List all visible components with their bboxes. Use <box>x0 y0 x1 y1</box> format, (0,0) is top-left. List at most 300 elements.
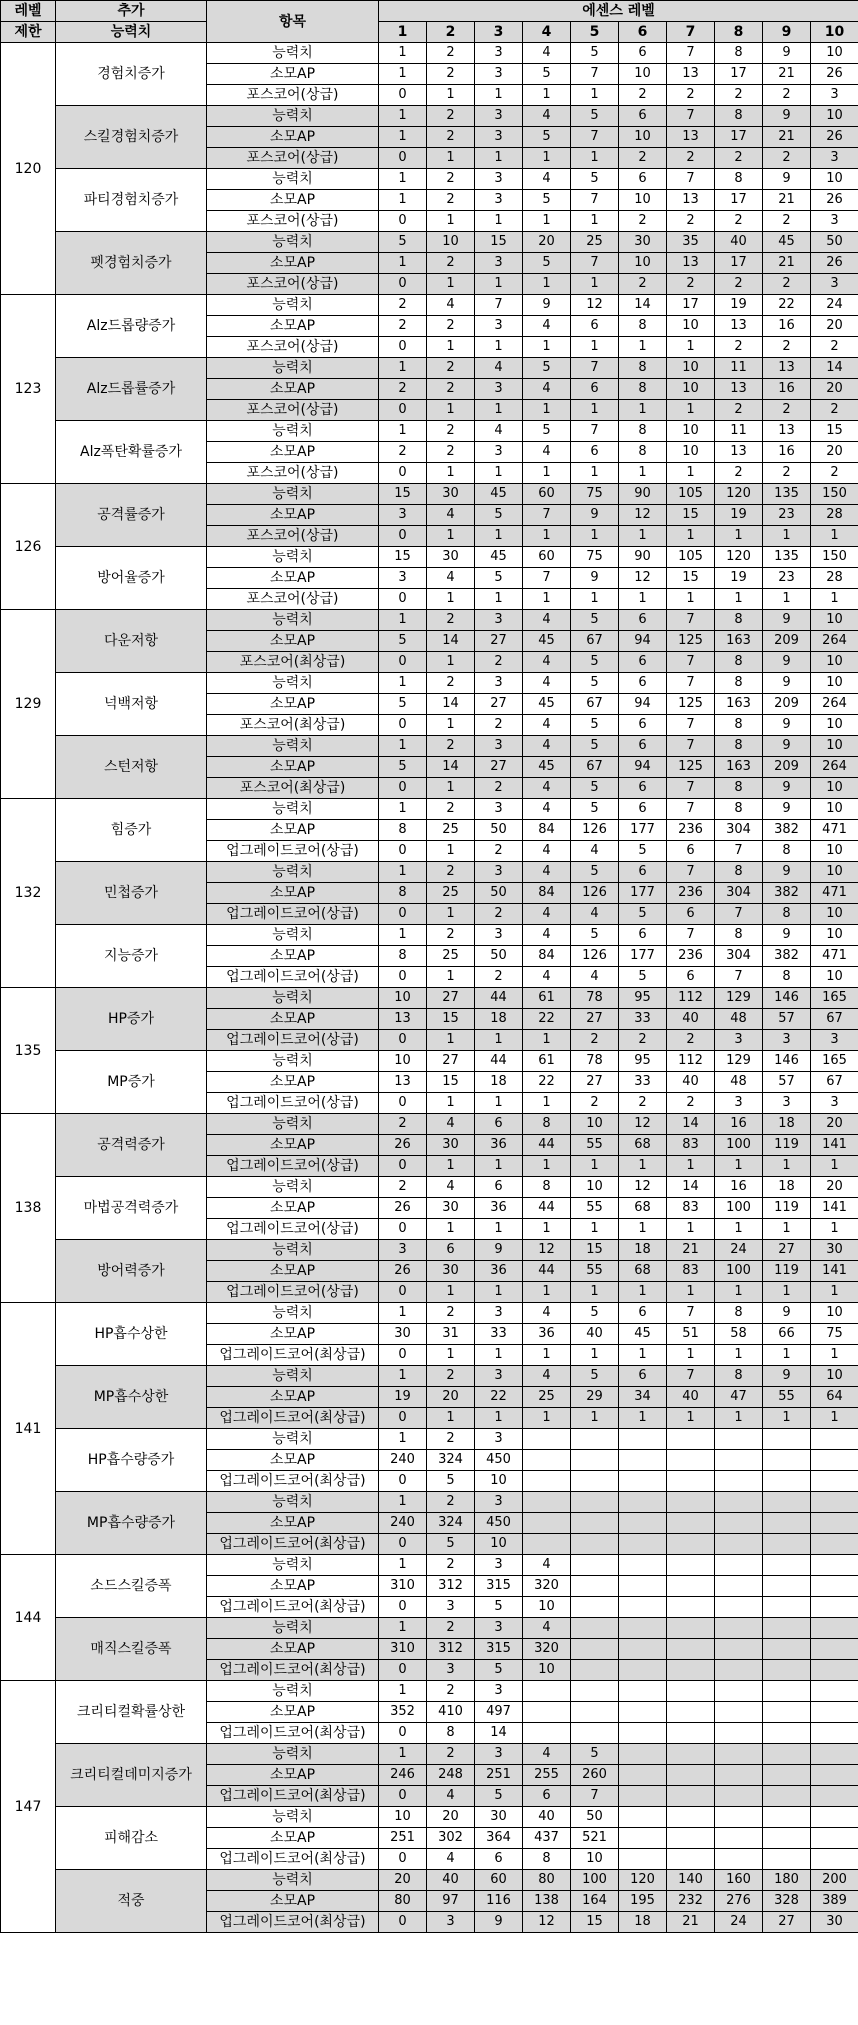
value-cell: 141 <box>811 1135 858 1156</box>
value-cell: 2 <box>715 337 763 358</box>
value-cell <box>667 1828 715 1849</box>
value-cell: 36 <box>475 1261 523 1282</box>
ability-name-cell: 매직스킬증폭 <box>56 1618 207 1681</box>
value-cell: 1 <box>667 526 715 547</box>
item-label-cell: 소모AP <box>207 442 379 463</box>
value-cell: 47 <box>715 1387 763 1408</box>
level-limit-cell: 138 <box>1 1114 56 1303</box>
value-cell: 6 <box>619 778 667 799</box>
item-label-cell: 업그레이드코어(상급) <box>207 967 379 988</box>
value-cell: 2 <box>427 862 475 883</box>
item-label-cell: 포스코어(상급) <box>207 463 379 484</box>
value-cell <box>667 1471 715 1492</box>
value-cell: 5 <box>571 652 619 673</box>
value-cell: 2 <box>427 442 475 463</box>
value-cell <box>667 1450 715 1471</box>
value-cell: 9 <box>763 736 811 757</box>
value-cell: 7 <box>667 673 715 694</box>
value-cell: 1 <box>379 1744 427 1765</box>
value-cell: 19 <box>715 505 763 526</box>
value-cell: 34 <box>619 1387 667 1408</box>
value-cell: 29 <box>571 1387 619 1408</box>
value-cell: 26 <box>811 253 858 274</box>
item-label-cell: 소모AP <box>207 568 379 589</box>
value-cell: 15 <box>667 568 715 589</box>
value-cell: 10 <box>811 862 858 883</box>
value-cell: 1 <box>427 1282 475 1303</box>
value-cell: 10 <box>667 358 715 379</box>
value-cell: 450 <box>475 1513 523 1534</box>
table-row <box>1 799 858 820</box>
value-cell: 8 <box>715 1303 763 1324</box>
item-label-cell: 업그레이드코어(최상급) <box>207 1408 379 1429</box>
value-cell: 0 <box>379 211 427 232</box>
value-cell: 48 <box>715 1072 763 1093</box>
value-cell: 2 <box>715 85 763 106</box>
value-cell <box>571 1450 619 1471</box>
value-cell: 5 <box>571 106 619 127</box>
value-cell: 13 <box>379 1072 427 1093</box>
ability-name-cell: 경험치증가 <box>56 43 207 106</box>
value-cell: 1 <box>427 1408 475 1429</box>
value-cell: 240 <box>379 1450 427 1471</box>
value-cell <box>763 1702 811 1723</box>
ability-name-cell: Alz폭탄확률증가 <box>56 421 207 484</box>
value-cell: 5 <box>571 673 619 694</box>
value-cell: 1 <box>379 190 427 211</box>
value-cell: 2 <box>379 1177 427 1198</box>
item-label-cell: 소모AP <box>207 253 379 274</box>
value-cell: 7 <box>667 43 715 64</box>
value-cell: 3 <box>475 862 523 883</box>
value-cell: 1 <box>427 463 475 484</box>
item-label-cell: 소모AP <box>207 631 379 652</box>
table-row <box>1 1870 858 1891</box>
value-cell: 2 <box>763 463 811 484</box>
value-cell <box>763 1849 811 1870</box>
value-cell: 84 <box>523 820 571 841</box>
value-cell: 0 <box>379 589 427 610</box>
value-cell: 8 <box>715 799 763 820</box>
value-cell: 2 <box>667 274 715 295</box>
value-cell: 2 <box>427 379 475 400</box>
table-row <box>1 1807 858 1828</box>
value-cell: 1 <box>715 1282 763 1303</box>
value-cell: 20 <box>427 1807 475 1828</box>
value-cell: 6 <box>619 1366 667 1387</box>
value-cell: 4 <box>523 379 571 400</box>
value-cell: 2 <box>667 211 715 232</box>
value-cell: 17 <box>715 64 763 85</box>
value-cell: 15 <box>475 232 523 253</box>
value-cell: 125 <box>667 694 715 715</box>
value-cell: 1 <box>571 1219 619 1240</box>
value-cell: 22 <box>523 1009 571 1030</box>
header-level-number: 1 <box>379 22 427 43</box>
value-cell: 20 <box>427 1387 475 1408</box>
value-cell: 2 <box>427 1366 475 1387</box>
item-label-cell: 능력치 <box>207 1240 379 1261</box>
value-cell: 1 <box>715 526 763 547</box>
value-cell <box>619 1660 667 1681</box>
value-cell <box>763 1723 811 1744</box>
value-cell: 14 <box>811 358 858 379</box>
table-row <box>1 106 858 127</box>
value-cell: 5 <box>619 904 667 925</box>
value-cell: 1 <box>523 400 571 421</box>
value-cell: 2 <box>427 358 475 379</box>
value-cell: 1 <box>667 1282 715 1303</box>
value-cell: 1 <box>811 1345 858 1366</box>
value-cell: 6 <box>667 841 715 862</box>
value-cell: 18 <box>475 1072 523 1093</box>
ability-name-cell: 스킬경험치증가 <box>56 106 207 169</box>
value-cell: 4 <box>475 421 523 442</box>
value-cell: 4 <box>523 106 571 127</box>
value-cell: 15 <box>427 1072 475 1093</box>
value-cell: 4 <box>523 1366 571 1387</box>
value-cell: 5 <box>571 799 619 820</box>
value-cell: 1 <box>523 1408 571 1429</box>
value-cell: 3 <box>427 1912 475 1933</box>
value-cell <box>667 1681 715 1702</box>
ability-name-cell: 민첩증가 <box>56 862 207 925</box>
item-label-cell: 능력치 <box>207 1618 379 1639</box>
value-cell: 27 <box>475 694 523 715</box>
value-cell: 1 <box>427 85 475 106</box>
value-cell: 497 <box>475 1702 523 1723</box>
value-cell: 1 <box>667 1156 715 1177</box>
value-cell: 112 <box>667 988 715 1009</box>
value-cell: 7 <box>571 421 619 442</box>
value-cell: 3 <box>475 190 523 211</box>
level-limit-cell: 123 <box>1 295 56 484</box>
ability-name-cell: HP증가 <box>56 988 207 1051</box>
value-cell: 3 <box>763 1030 811 1051</box>
value-cell: 0 <box>379 85 427 106</box>
value-cell: 25 <box>523 1387 571 1408</box>
value-cell: 0 <box>379 1597 427 1618</box>
value-cell: 27 <box>475 757 523 778</box>
value-cell: 16 <box>715 1114 763 1135</box>
value-cell <box>763 1786 811 1807</box>
value-cell <box>667 1513 715 1534</box>
value-cell: 67 <box>811 1009 858 1030</box>
table-row <box>1 736 858 757</box>
value-cell: 3 <box>811 1093 858 1114</box>
value-cell <box>619 1786 667 1807</box>
value-cell: 0 <box>379 1219 427 1240</box>
value-cell <box>667 1555 715 1576</box>
value-cell: 236 <box>667 946 715 967</box>
value-cell <box>667 1429 715 1450</box>
table-row <box>1 1303 858 1324</box>
value-cell: 8 <box>763 904 811 925</box>
value-cell <box>715 1597 763 1618</box>
value-cell: 33 <box>619 1009 667 1030</box>
value-cell: 315 <box>475 1576 523 1597</box>
value-cell: 135 <box>763 484 811 505</box>
item-label-cell: 능력치 <box>207 988 379 1009</box>
value-cell: 5 <box>523 358 571 379</box>
value-cell: 4 <box>427 1114 475 1135</box>
value-cell: 1 <box>523 337 571 358</box>
table-body <box>1 43 858 1933</box>
item-label-cell: 능력치 <box>207 106 379 127</box>
value-cell: 36 <box>475 1198 523 1219</box>
value-cell: 1 <box>571 1156 619 1177</box>
value-cell: 1 <box>379 1303 427 1324</box>
value-cell: 5 <box>571 862 619 883</box>
value-cell: 6 <box>523 1786 571 1807</box>
value-cell: 5 <box>475 505 523 526</box>
item-label-cell: 능력치 <box>207 1807 379 1828</box>
value-cell: 1 <box>379 736 427 757</box>
value-cell <box>667 1618 715 1639</box>
item-label-cell: 소모AP <box>207 379 379 400</box>
table-row <box>1 610 858 631</box>
value-cell: 1 <box>667 589 715 610</box>
value-cell: 0 <box>379 463 427 484</box>
value-cell: 2 <box>667 148 715 169</box>
value-cell: 100 <box>715 1135 763 1156</box>
item-label-cell: 소모AP <box>207 694 379 715</box>
value-cell: 3 <box>475 43 523 64</box>
value-cell: 12 <box>571 295 619 316</box>
value-cell: 6 <box>475 1849 523 1870</box>
level-limit-cell: 132 <box>1 799 56 988</box>
value-cell: 1 <box>619 526 667 547</box>
value-cell: 25 <box>427 946 475 967</box>
value-cell: 48 <box>715 1009 763 1030</box>
value-cell: 1 <box>571 337 619 358</box>
item-label-cell: 능력치 <box>207 1366 379 1387</box>
value-cell: 10 <box>811 904 858 925</box>
value-cell: 2 <box>715 274 763 295</box>
value-cell: 100 <box>571 1870 619 1891</box>
value-cell: 17 <box>667 295 715 316</box>
value-cell: 21 <box>667 1912 715 1933</box>
value-cell: 1 <box>763 589 811 610</box>
value-cell: 2 <box>475 904 523 925</box>
level-limit-cell: 147 <box>1 1681 56 1933</box>
value-cell: 15 <box>427 1009 475 1030</box>
value-cell: 328 <box>763 1891 811 1912</box>
value-cell: 13 <box>715 379 763 400</box>
table-row <box>1 1681 858 1702</box>
value-cell: 9 <box>763 1303 811 1324</box>
value-cell: 195 <box>619 1891 667 1912</box>
value-cell: 3 <box>475 1744 523 1765</box>
ability-name-cell: 적중 <box>56 1870 207 1933</box>
value-cell: 8 <box>379 883 427 904</box>
value-cell: 4 <box>523 652 571 673</box>
value-cell: 3 <box>475 442 523 463</box>
value-cell: 1 <box>523 85 571 106</box>
value-cell: 45 <box>523 694 571 715</box>
value-cell: 1 <box>619 1156 667 1177</box>
value-cell: 3 <box>475 1492 523 1513</box>
value-cell: 209 <box>763 757 811 778</box>
value-cell: 119 <box>763 1135 811 1156</box>
value-cell: 2 <box>427 190 475 211</box>
value-cell: 200 <box>811 1870 858 1891</box>
value-cell: 0 <box>379 148 427 169</box>
value-cell: 163 <box>715 631 763 652</box>
value-cell: 9 <box>475 1240 523 1261</box>
table-row <box>1 295 858 316</box>
value-cell <box>763 1513 811 1534</box>
value-cell: 5 <box>475 1597 523 1618</box>
value-cell <box>763 1534 811 1555</box>
value-cell: 8 <box>715 1366 763 1387</box>
value-cell: 10 <box>667 421 715 442</box>
value-cell: 1 <box>715 589 763 610</box>
value-cell <box>715 1534 763 1555</box>
value-cell: 66 <box>763 1324 811 1345</box>
value-cell: 60 <box>475 1870 523 1891</box>
value-cell <box>715 1471 763 1492</box>
value-cell: 30 <box>379 1324 427 1345</box>
value-cell: 58 <box>715 1324 763 1345</box>
value-cell: 2 <box>715 463 763 484</box>
value-cell <box>715 1786 763 1807</box>
value-cell: 304 <box>715 883 763 904</box>
value-cell: 94 <box>619 694 667 715</box>
value-cell <box>715 1513 763 1534</box>
value-cell: 10 <box>811 967 858 988</box>
item-label-cell: 소모AP <box>207 1639 379 1660</box>
value-cell <box>715 1681 763 1702</box>
value-cell: 80 <box>523 1870 571 1891</box>
value-cell <box>763 1660 811 1681</box>
value-cell: 6 <box>619 43 667 64</box>
table-row <box>1 421 858 442</box>
value-cell: 1 <box>427 526 475 547</box>
value-cell: 40 <box>667 1009 715 1030</box>
value-cell: 1 <box>571 211 619 232</box>
value-cell: 125 <box>667 631 715 652</box>
value-cell: 2 <box>379 1114 427 1135</box>
value-cell: 3 <box>475 316 523 337</box>
value-cell: 0 <box>379 1030 427 1051</box>
value-cell: 2 <box>379 316 427 337</box>
value-cell: 4 <box>523 862 571 883</box>
value-cell: 19 <box>715 295 763 316</box>
value-cell: 2 <box>667 85 715 106</box>
value-cell: 10 <box>619 127 667 148</box>
value-cell: 9 <box>763 169 811 190</box>
value-cell: 5 <box>523 190 571 211</box>
item-label-cell: 능력치 <box>207 736 379 757</box>
value-cell: 1 <box>667 1345 715 1366</box>
value-cell: 382 <box>763 820 811 841</box>
value-cell: 0 <box>379 778 427 799</box>
value-cell: 2 <box>427 1555 475 1576</box>
value-cell <box>763 1681 811 1702</box>
ability-name-cell: 넉백저항 <box>56 673 207 736</box>
value-cell: 8 <box>715 673 763 694</box>
value-cell: 40 <box>427 1870 475 1891</box>
value-cell: 1 <box>667 337 715 358</box>
value-cell: 2 <box>619 148 667 169</box>
ability-name-cell: 지능증가 <box>56 925 207 988</box>
ability-name-cell: 공격률증가 <box>56 484 207 547</box>
value-cell: 324 <box>427 1450 475 1471</box>
value-cell: 5 <box>571 736 619 757</box>
value-cell: 8 <box>619 421 667 442</box>
item-label-cell: 업그레이드코어(상급) <box>207 1093 379 1114</box>
value-cell: 27 <box>571 1072 619 1093</box>
value-cell: 1 <box>523 463 571 484</box>
header-level-label: 레벨 <box>1 1 56 22</box>
item-label-cell: 포스코어(최상급) <box>207 715 379 736</box>
value-cell <box>811 1660 858 1681</box>
value-cell: 90 <box>619 484 667 505</box>
value-cell <box>571 1534 619 1555</box>
value-cell <box>523 1513 571 1534</box>
value-cell <box>811 1471 858 1492</box>
value-cell: 364 <box>475 1828 523 1849</box>
value-cell <box>667 1597 715 1618</box>
value-cell: 60 <box>523 484 571 505</box>
item-label-cell: 능력치 <box>207 1429 379 1450</box>
value-cell: 3 <box>475 610 523 631</box>
value-cell: 1 <box>475 463 523 484</box>
value-cell: 6 <box>619 610 667 631</box>
value-cell: 4 <box>523 442 571 463</box>
value-cell: 146 <box>763 988 811 1009</box>
item-label-cell: 업그레이드코어(최상급) <box>207 1849 379 1870</box>
value-cell <box>523 1492 571 1513</box>
value-cell: 1 <box>475 274 523 295</box>
value-cell: 4 <box>523 169 571 190</box>
value-cell: 26 <box>811 127 858 148</box>
value-cell: 140 <box>667 1870 715 1891</box>
value-cell: 10 <box>379 1807 427 1828</box>
table-row <box>1 862 858 883</box>
value-cell: 2 <box>427 316 475 337</box>
value-cell: 1 <box>379 43 427 64</box>
value-cell: 248 <box>427 1765 475 1786</box>
value-cell: 352 <box>379 1702 427 1723</box>
value-cell: 2 <box>379 379 427 400</box>
value-cell: 1 <box>427 841 475 862</box>
level-limit-cell: 135 <box>1 988 56 1114</box>
item-label-cell: 업그레이드코어(최상급) <box>207 1345 379 1366</box>
value-cell: 177 <box>619 883 667 904</box>
value-cell: 1 <box>811 1156 858 1177</box>
value-cell: 5 <box>475 568 523 589</box>
value-cell: 315 <box>475 1639 523 1660</box>
value-cell <box>571 1492 619 1513</box>
value-cell: 1 <box>571 148 619 169</box>
value-cell: 1 <box>667 400 715 421</box>
value-cell: 1 <box>523 274 571 295</box>
value-cell: 12 <box>523 1240 571 1261</box>
value-cell: 2 <box>571 1030 619 1051</box>
value-cell: 3 <box>811 148 858 169</box>
value-cell: 7 <box>715 841 763 862</box>
value-cell: 15 <box>571 1912 619 1933</box>
value-cell: 36 <box>475 1135 523 1156</box>
value-cell: 14 <box>475 1723 523 1744</box>
value-cell: 177 <box>619 946 667 967</box>
value-cell: 9 <box>763 778 811 799</box>
table-row <box>1 169 858 190</box>
value-cell: 100 <box>715 1261 763 1282</box>
value-cell <box>619 1849 667 1870</box>
